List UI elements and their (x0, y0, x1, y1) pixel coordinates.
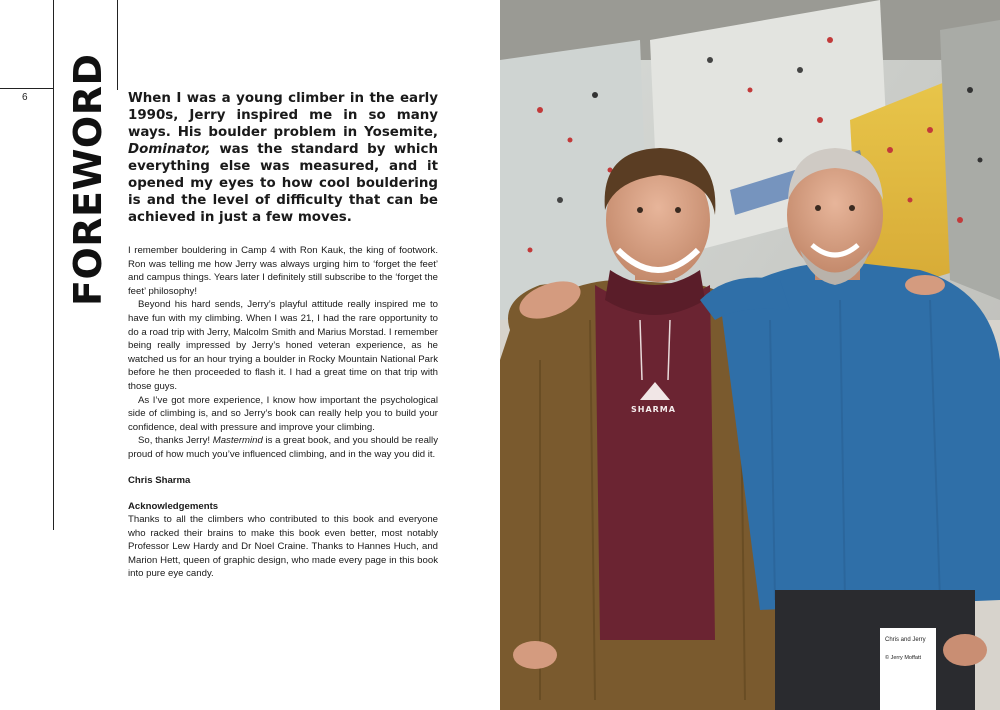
lead-text-end: was the standard by which everything else was measured, and it opened my eyes to how cool bouldering is and the level of difficulty that can be achieved in just a few moves. (128, 142, 438, 225)
shirt-logo-text: SHARMA (631, 405, 676, 414)
body-paragraph-2: Beyond his hard sends, Jerry’s playful attitude really inspired me to have fun with my climbing. When I was 21, I had the rare opportunity to do a road trip with Jerry, Malcolm Smith and Marius Morstad. I remember being really impressed by Jerry’s honed veteran experience, as he watched us for an hour trying a boulder in Rocky Mountain National Park before he then proceeded to flash it. I had a great time on that trip with those guys. (128, 299, 438, 392)
photo-caption-box (880, 628, 936, 710)
margin-rule-horizontal (0, 88, 54, 89)
margin-rule-vertical-right (117, 0, 118, 90)
page-number: 6 (22, 92, 28, 103)
text-column (128, 90, 438, 581)
lead-emphasis: Dominator, (128, 142, 211, 157)
climbers-photo (500, 0, 1000, 710)
photo-illustration (500, 0, 1000, 710)
acknowledgements-text: Thanks to all the climbers who contributed to this book and everyone who racked their brains to make this book even better, most notably Professor Lew Hardy and Dr Noel Craine. Thanks to Hannes Huch, and Marion Hett, queen of graphic design, who made every page in this book into pure eye candy. (128, 514, 438, 580)
body-paragraph-1: I remember bouldering in Camp 4 with Ron Kauk, the king of footwork. Ron was telling me how Jerry was always urging him to ‘forget the feet’ and campus things. Years later I definitely still subscribe to the ‘forget the feet’ philosophy! (128, 245, 438, 297)
body-text (128, 244, 438, 462)
lead-text: When I was a young climber in the early 1990s, Jerry inspired me in so many ways. His boulder problem in Yosemite, (128, 91, 438, 140)
margin-rule-vertical-left (53, 0, 54, 530)
author-signature: Chris Sharma (128, 474, 191, 486)
acknowledgements-heading: Acknowledgements (128, 500, 219, 512)
body-paragraph-4 (128, 434, 438, 461)
photo-caption: Chris and Jerry (885, 637, 926, 643)
body-paragraph-4-end: is a great book, and you should be really proud of how much you’ve influenced climbing, and in the way you did it. (128, 435, 438, 460)
photo-credit: © Jerry Moffatt (885, 655, 922, 661)
body-paragraph-4-start: So, thanks Jerry! (138, 435, 213, 447)
lead-paragraph (128, 90, 438, 226)
section-title: FOREWORD (66, 53, 110, 306)
book-title-emphasis: Mastermind (212, 435, 263, 447)
body-paragraph-3: As I’ve got more experience, I know how important the psychological side of climbing is, and so Jerry’s book can really help you to build your confidence, deal with pressure and improve your climbing. (128, 394, 438, 433)
